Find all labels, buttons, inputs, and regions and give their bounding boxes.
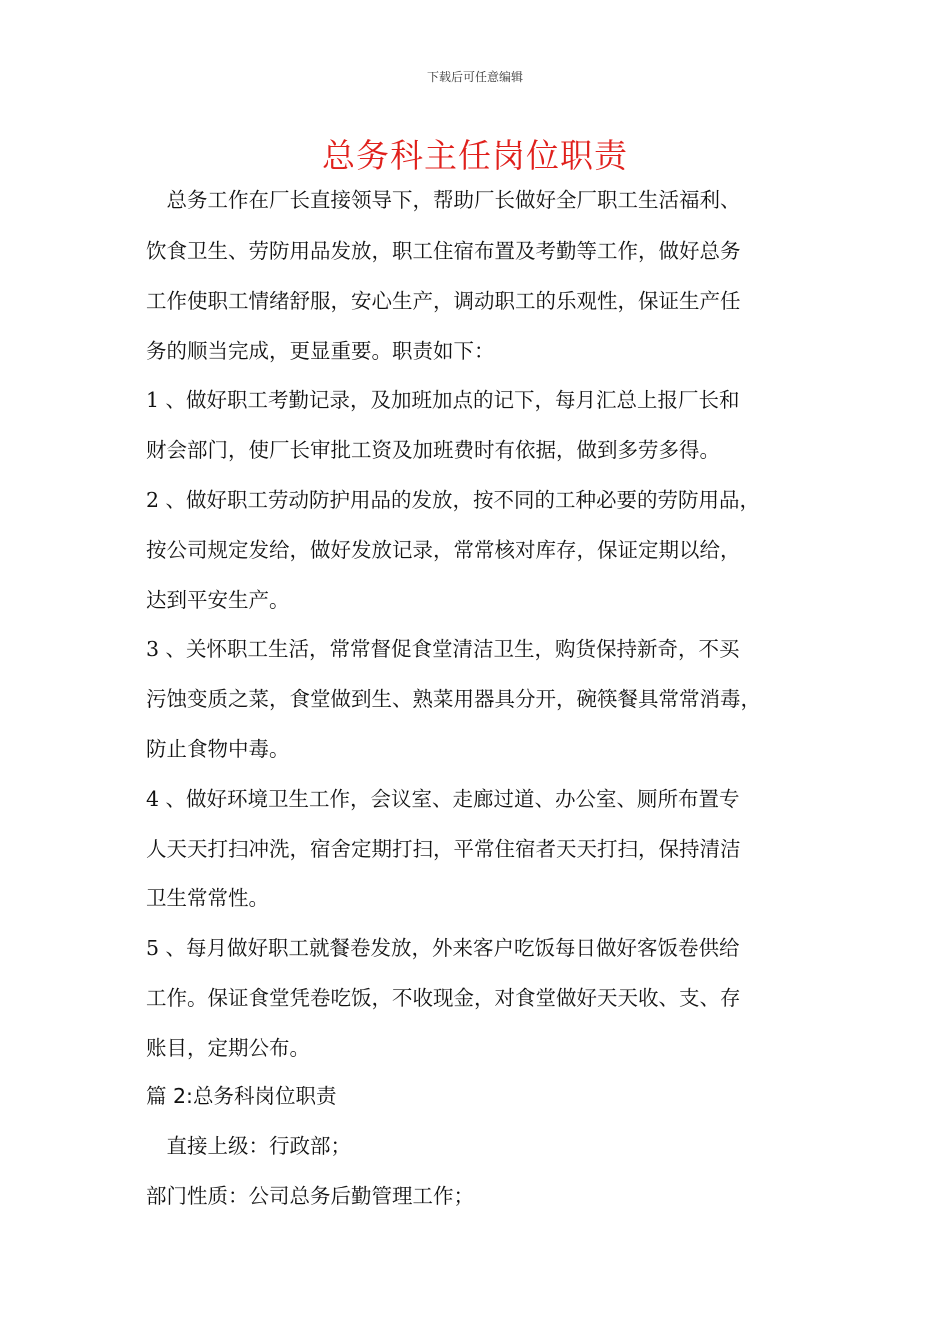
paragraph-line: 务的顺当完成，更显重要。职责如下：	[146, 339, 495, 363]
paragraph-line: 人天天打扫冲洗，宿舍定期打扫，平常住宿者天天打扫，保持清洁	[146, 837, 741, 861]
paragraph-line: 饮食卫生、劳防用品发放，职工住宿布置及考勤等工作，做好总务	[146, 239, 741, 263]
paragraph-line: 卫生常常性。	[146, 886, 269, 910]
paragraph-line: 污蚀变质之菜，食堂做到生、熟菜用器具分开，碗筷餐具常常消毒，	[146, 687, 761, 711]
paragraph-line: 5 、每月做好职工就餐卷发放，外来客户吃饭每日做好客饭卷供给	[146, 936, 740, 960]
paragraph-line: 工作。保证食堂凭卷吃饭，不收现金，对食堂做好天天收、支、存	[146, 986, 741, 1010]
paragraph-line: 1 、做好职工考勤记录，及加班加点的记下，每月汇总上报厂长和	[146, 388, 740, 412]
paragraph-line: 工作使职工情绪舒服，安心生产，调动职工的乐观性，保证生产任	[146, 289, 741, 313]
paragraph-line: 3 、关怀职工生活，常常督促食堂清洁卫生，购货保持新奇，不买	[146, 637, 740, 661]
paragraph-line: 达到平安生产。	[146, 588, 290, 612]
paragraph-line: 部门性质：公司总务后勤管理工作；	[146, 1184, 474, 1208]
paragraph-line: 按公司规定发给，做好发放记录，常常核对库存，保证定期以给，	[146, 538, 741, 562]
paragraph-line: 账目，定期公布。	[146, 1036, 310, 1060]
section-heading: 篇 2:总务科岗位职责	[146, 1084, 337, 1108]
paragraph-line: 直接上级：行政部；	[146, 1134, 351, 1158]
document-title: 总务科主任岗位职责	[322, 136, 628, 175]
paragraph-line: 4 、做好环境卫生工作，会议室、走廊过道、办公室、厕所布置专	[146, 787, 740, 811]
paragraph-line: 总务工作在厂长直接领导下，帮助厂长做好全厂职工生活福利、	[146, 188, 741, 212]
paragraph-line: 财会部门，使厂长审批工资及加班费时有依据，做到多劳多得。	[146, 438, 720, 462]
header-note: 下载后可任意编辑	[426, 70, 523, 84]
paragraph-line: 2 、做好职工劳动防护用品的发放，按不同的工种必要的劳防用品，	[146, 488, 761, 512]
paragraph-line: 防止食物中毒。	[146, 737, 290, 761]
